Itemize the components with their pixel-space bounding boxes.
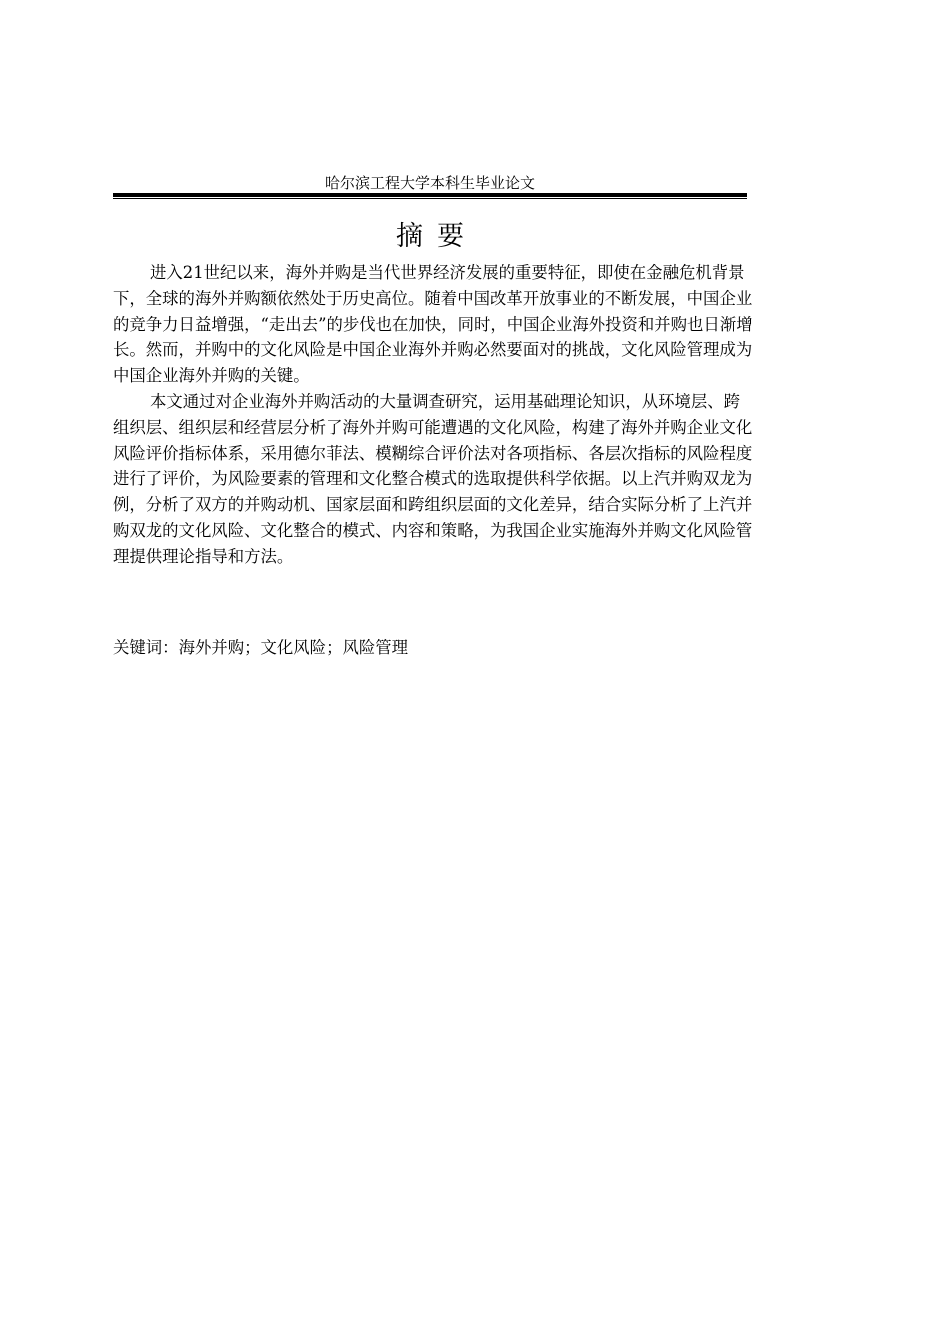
keywords-label: 关键词： (113, 638, 179, 657)
abstract-body (113, 260, 753, 570)
header-rule-thick (113, 193, 747, 197)
keywords-line (113, 636, 753, 660)
abstract-paragraph-2: 本文通过对企业海外并购活动的大量调查研究，运用基础理论知识，从环境层、跨组织层、组织层和经营层分析了海外并购可能遭遇的文化风险，构建了海外并购企业文化风险评价指标体系，采用德尔菲法、模糊综合评价法对各项指标、各层次指标的风险程度进行了评价，为风险要素的管理和文化整合模式的选取提供科学依据。以上汽并购双龙为例，分析了双方的并购动机、国家层面和跨组织层面的文化差异，结合实际分析了上汽并购双龙的文化风险、文化整合的模式、内容和策略，为我国企业实施海外并购文化风险管理提供理论指导和方法。 (113, 391, 753, 566)
keywords-text: 海外并购；文化风险；风险管理 (178, 638, 409, 657)
header-rule-thin (113, 198, 747, 199)
running-header: 哈尔滨工程大学本科生毕业论文 (324, 174, 535, 192)
abstract-paragraph-1: 进入21世纪以来，海外并购是当代世界经济发展的重要特征，即使在金融危机背景下，全球的海外并购额依然处于历史高位。随着中国改革开放事业的不断发展，中国企业的竞争力日益增强，“走出去”的步伐也在加快，同时，中国企业海外投资和并购也日渐增长。然而，并购中的文化风险是中国企业海外并购必然要面对的挑战，文化风险管理成为中国企业海外并购的关键。 (113, 263, 753, 386)
abstract-title: 摘要 (396, 221, 478, 252)
